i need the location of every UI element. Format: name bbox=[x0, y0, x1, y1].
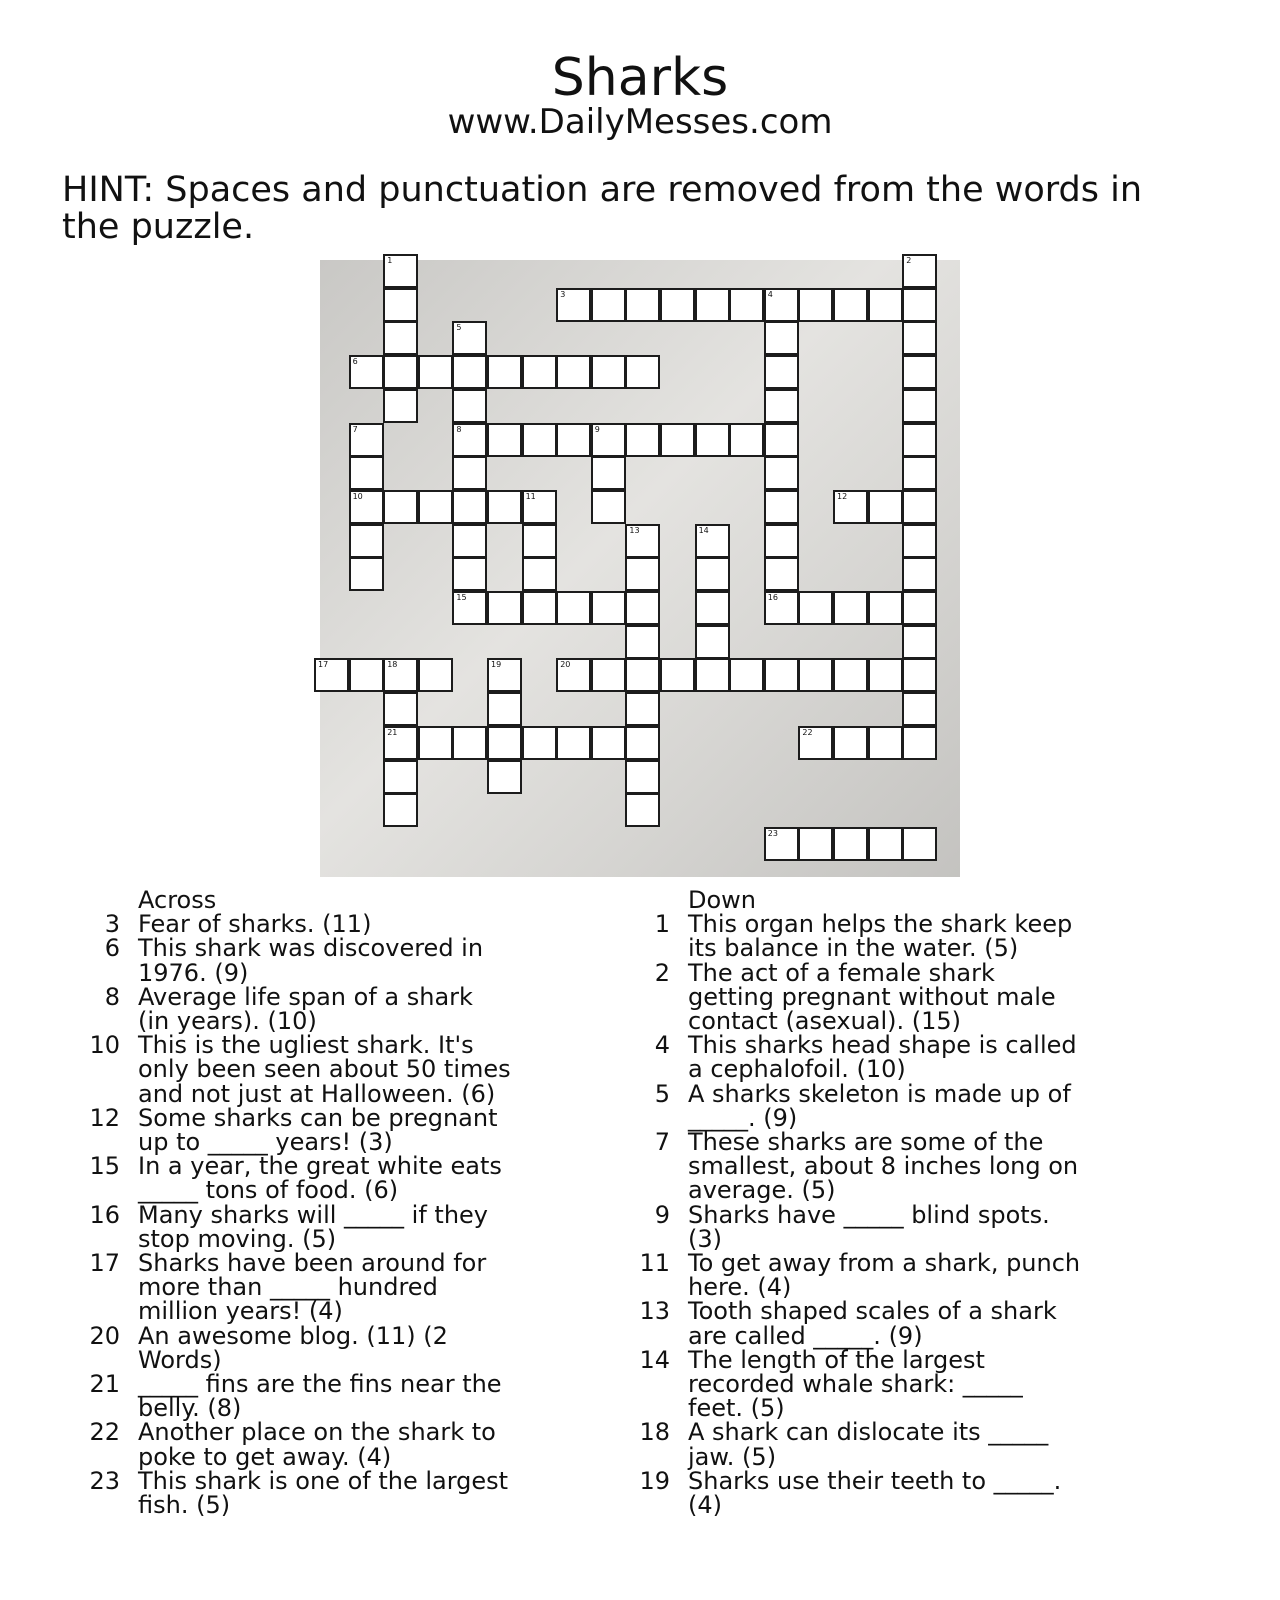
grid-cell[interactable] bbox=[418, 490, 453, 524]
grid-cell[interactable] bbox=[902, 254, 937, 288]
grid-cell[interactable] bbox=[487, 423, 522, 457]
clue-text: An awesome blog. (11) (2 Words) bbox=[138, 1321, 448, 1374]
grid-cell[interactable] bbox=[764, 557, 799, 591]
grid-cell[interactable] bbox=[695, 288, 730, 322]
cell-number: 12 bbox=[837, 491, 848, 501]
clue-number: 9 bbox=[654, 1200, 670, 1229]
grid-cell[interactable] bbox=[383, 692, 418, 726]
clue-number: 11 bbox=[639, 1249, 670, 1278]
grid-cell[interactable] bbox=[556, 288, 591, 322]
grid-cell[interactable] bbox=[798, 827, 833, 861]
cell-number: 17 bbox=[318, 660, 329, 670]
grid-cell[interactable] bbox=[902, 490, 937, 524]
grid-cell[interactable] bbox=[695, 524, 730, 558]
clue-number: 10 bbox=[89, 1031, 120, 1060]
grid-cell[interactable] bbox=[556, 355, 591, 389]
down-clue bbox=[630, 1345, 1110, 1423]
clue-number: 18 bbox=[639, 1418, 670, 1447]
grid-cell[interactable] bbox=[902, 355, 937, 389]
grid-cell[interactable] bbox=[591, 591, 626, 625]
grid-cell[interactable] bbox=[798, 591, 833, 625]
grid-cell[interactable] bbox=[833, 827, 868, 861]
cell-number: 20 bbox=[560, 660, 571, 670]
clue-number: 5 bbox=[654, 1079, 670, 1108]
grid-cell[interactable] bbox=[452, 423, 487, 457]
grid-cell[interactable] bbox=[625, 760, 660, 794]
grid-cell[interactable] bbox=[556, 726, 591, 760]
grid-cell[interactable] bbox=[729, 288, 764, 322]
cell-number: 18 bbox=[387, 660, 398, 670]
grid-cell[interactable] bbox=[383, 793, 418, 827]
across-clue bbox=[80, 1033, 560, 1106]
across-clues bbox=[80, 886, 560, 1520]
grid-cell[interactable] bbox=[556, 591, 591, 625]
grid-cell[interactable] bbox=[625, 524, 660, 558]
grid-cell[interactable] bbox=[798, 288, 833, 322]
grid-cell[interactable] bbox=[764, 389, 799, 423]
grid-cell[interactable] bbox=[798, 726, 833, 760]
grid-cell[interactable] bbox=[902, 321, 937, 355]
grid-cell[interactable] bbox=[487, 692, 522, 726]
grid-cell[interactable] bbox=[625, 591, 660, 625]
clue-text: A sharks skeleton is made up of _____. (9) bbox=[688, 1079, 1071, 1132]
grid-cell[interactable] bbox=[522, 726, 557, 760]
grid-cell[interactable] bbox=[729, 423, 764, 457]
grid-cell[interactable] bbox=[660, 423, 695, 457]
grid-cell[interactable] bbox=[902, 625, 937, 659]
grid-cell[interactable] bbox=[591, 490, 626, 524]
down-clue bbox=[630, 1031, 1110, 1084]
clue-number: 3 bbox=[104, 910, 120, 939]
grid-cell[interactable] bbox=[695, 591, 730, 625]
grid-cell[interactable] bbox=[349, 456, 384, 490]
grid-cell[interactable] bbox=[591, 355, 626, 389]
clue-text: To get away from a shark, punch here. (4) bbox=[688, 1249, 1081, 1302]
clue-text: These sharks are some of the smallest, about 8 inches long on average. (5) bbox=[688, 1128, 1079, 1205]
cell-number: 16 bbox=[767, 593, 778, 602]
grid-cell[interactable] bbox=[452, 355, 487, 389]
grid-cell[interactable] bbox=[556, 423, 591, 457]
clue-number: 20 bbox=[89, 1321, 120, 1350]
grid-cell[interactable] bbox=[764, 321, 799, 355]
grid-cell[interactable] bbox=[625, 726, 660, 760]
grid-cell[interactable] bbox=[383, 726, 418, 760]
down-clue bbox=[630, 1249, 1110, 1302]
grid-cell[interactable] bbox=[625, 625, 660, 659]
clue-text: This organ helps the shark keep its balance in the water. (5) bbox=[688, 910, 1073, 963]
across-clue bbox=[80, 1321, 560, 1374]
cell-number: 15 bbox=[456, 593, 467, 602]
cell-number: 3 bbox=[560, 289, 566, 299]
grid-cell[interactable] bbox=[522, 557, 557, 591]
grid-cell[interactable] bbox=[452, 726, 487, 760]
grid-cell[interactable] bbox=[868, 658, 903, 692]
clue-text: Average life span of a shark (in years). (10) bbox=[138, 982, 473, 1036]
grid-cell[interactable] bbox=[660, 658, 695, 692]
down-clue bbox=[630, 1130, 1110, 1203]
clue-number: 15 bbox=[89, 1152, 120, 1181]
grid-cell[interactable] bbox=[383, 490, 418, 524]
across-clue bbox=[80, 910, 560, 939]
clue-text: Sharks have been around for more than _____ hundred million years! (4) bbox=[138, 1249, 487, 1326]
grid-cell[interactable] bbox=[349, 490, 384, 524]
grid-cell[interactable] bbox=[902, 524, 937, 558]
grid-cell[interactable] bbox=[314, 658, 349, 692]
clue-number: 19 bbox=[639, 1466, 670, 1495]
clue-text: A shark can dislocate its _____ jaw. (5) bbox=[688, 1418, 1049, 1471]
grid-cell[interactable] bbox=[695, 423, 730, 457]
clue-text: Another place on the shark to poke to get away. (4) bbox=[138, 1418, 496, 1471]
grid-cell[interactable] bbox=[868, 288, 903, 322]
cell-number: 6 bbox=[352, 357, 358, 367]
across-clue bbox=[80, 1103, 560, 1157]
clue-number: 8 bbox=[104, 982, 120, 1011]
grid-cell[interactable] bbox=[349, 658, 384, 692]
grid-cell[interactable] bbox=[764, 591, 799, 625]
grid-cell[interactable] bbox=[625, 355, 660, 389]
grid-cell[interactable] bbox=[902, 726, 937, 760]
grid-cell[interactable] bbox=[764, 456, 799, 490]
down-clue bbox=[630, 1466, 1110, 1520]
clue-text: Fear of sharks. (11) bbox=[138, 910, 372, 939]
cell-number: 23 bbox=[767, 828, 778, 838]
puzzle-title: Sharks bbox=[551, 48, 729, 108]
grid-cell[interactable] bbox=[902, 456, 937, 490]
down-clue bbox=[630, 1297, 1110, 1350]
grid-cell[interactable] bbox=[764, 490, 799, 524]
grid-cell[interactable] bbox=[902, 389, 937, 423]
grid-cell[interactable] bbox=[625, 557, 660, 591]
crossword-grid bbox=[318, 256, 960, 877]
grid-cell[interactable] bbox=[764, 355, 799, 389]
across-clue bbox=[80, 1466, 560, 1520]
grid-cell[interactable] bbox=[695, 658, 730, 692]
grid-cell[interactable] bbox=[487, 760, 522, 794]
cell-number: 22 bbox=[802, 727, 813, 737]
grid-cell[interactable] bbox=[591, 288, 626, 322]
grid-cell[interactable] bbox=[418, 726, 453, 760]
clue-number: 1 bbox=[654, 910, 670, 939]
grid-cell[interactable] bbox=[418, 658, 453, 692]
grid-cell[interactable] bbox=[591, 456, 626, 490]
grid-cell[interactable] bbox=[522, 423, 557, 457]
grid-cell[interactable] bbox=[452, 490, 487, 524]
grid-cell[interactable] bbox=[764, 658, 799, 692]
down-clue bbox=[630, 958, 1110, 1036]
clue-text: This sharks head shape is called a cephalofoil. (10) bbox=[688, 1031, 1077, 1084]
grid-cell[interactable] bbox=[383, 389, 418, 423]
grid-cell[interactable] bbox=[764, 827, 799, 861]
clue-number: 23 bbox=[89, 1466, 120, 1495]
cell-number: 1 bbox=[387, 256, 393, 265]
grid-cell[interactable] bbox=[383, 254, 418, 288]
clue-text: The length of the largest recorded whale shark: _____ feet. (5) bbox=[688, 1345, 1023, 1423]
cell-number: 5 bbox=[456, 323, 462, 333]
grid-cell[interactable] bbox=[625, 423, 660, 457]
clue-number: 16 bbox=[89, 1200, 120, 1229]
grid-cell[interactable] bbox=[383, 760, 418, 794]
clue-number: 6 bbox=[104, 934, 120, 963]
across-heading: Across bbox=[138, 886, 217, 914]
clue-text: Tooth shaped scales of a shark are called _____. (9) bbox=[688, 1297, 1057, 1350]
grid-cell[interactable] bbox=[522, 591, 557, 625]
grid-cell[interactable] bbox=[487, 726, 522, 760]
cell-number: 10 bbox=[352, 491, 363, 501]
cell-number: 19 bbox=[491, 660, 502, 670]
grid-cell[interactable] bbox=[418, 355, 453, 389]
grid-cell[interactable] bbox=[868, 591, 903, 625]
clue-number: 22 bbox=[89, 1418, 120, 1447]
grid-cell[interactable] bbox=[798, 658, 833, 692]
clue-number: 4 bbox=[654, 1031, 670, 1060]
down-clue bbox=[630, 1200, 1110, 1253]
grid-cell[interactable] bbox=[383, 321, 418, 355]
grid-cell[interactable] bbox=[660, 288, 695, 322]
grid-cell[interactable] bbox=[868, 490, 903, 524]
grid-cell[interactable] bbox=[625, 793, 660, 827]
grid-cell[interactable] bbox=[383, 288, 418, 322]
clue-number: 12 bbox=[89, 1103, 120, 1132]
grid-cell[interactable] bbox=[868, 827, 903, 861]
grid-cell[interactable] bbox=[833, 288, 868, 322]
cell-number: 7 bbox=[352, 424, 358, 434]
grid-cell[interactable] bbox=[487, 490, 522, 524]
across-clue bbox=[80, 934, 560, 987]
grid-cell[interactable] bbox=[902, 827, 937, 861]
clue-text: Sharks have _____ blind spots. (3) bbox=[688, 1200, 1050, 1253]
grid-cell[interactable] bbox=[487, 658, 522, 692]
grid-cell[interactable] bbox=[902, 557, 937, 591]
grid-cell[interactable] bbox=[556, 658, 591, 692]
down-clues bbox=[630, 886, 1110, 1520]
clue-number: 2 bbox=[654, 958, 670, 987]
clue-text: Sharks use their teeth to _____. (4) bbox=[688, 1466, 1062, 1520]
grid-cell[interactable] bbox=[522, 490, 557, 524]
down-heading: Down bbox=[688, 886, 757, 914]
clue-text: The act of a female shark getting pregnant without male contact (asexual). (15) bbox=[688, 958, 1056, 1036]
grid-cell[interactable] bbox=[764, 423, 799, 457]
grid-cell[interactable] bbox=[625, 692, 660, 726]
grid-cell[interactable] bbox=[349, 355, 384, 389]
grid-cell[interactable] bbox=[349, 423, 384, 457]
clue-number: 7 bbox=[654, 1128, 670, 1157]
down-clue bbox=[630, 1079, 1110, 1132]
down-clue bbox=[630, 1418, 1110, 1471]
cell-number: 11 bbox=[525, 491, 536, 501]
grid-cell[interactable] bbox=[383, 658, 418, 692]
grid-cell[interactable] bbox=[452, 389, 487, 423]
across-clue bbox=[80, 1200, 560, 1253]
grid-cell[interactable] bbox=[452, 524, 487, 558]
grid-cell[interactable] bbox=[902, 288, 937, 322]
grid-cell[interactable] bbox=[868, 726, 903, 760]
clue-number: 17 bbox=[89, 1249, 120, 1278]
cell-number: 9 bbox=[594, 424, 600, 434]
grid-cell[interactable] bbox=[452, 591, 487, 625]
clue-text: This shark was discovered in 1976. (9) bbox=[138, 934, 484, 987]
cell-number: 13 bbox=[629, 525, 640, 535]
clue-text: Some sharks can be pregnant up to _____ years! (3) bbox=[138, 1103, 498, 1157]
across-clue bbox=[80, 1152, 560, 1205]
cell-number: 21 bbox=[387, 727, 398, 737]
grid-cell[interactable] bbox=[452, 321, 487, 355]
grid-cell[interactable] bbox=[452, 456, 487, 490]
clue-number: 13 bbox=[639, 1297, 670, 1326]
cell-number: 4 bbox=[767, 289, 773, 299]
grid-cell[interactable] bbox=[695, 625, 730, 659]
grid-cell[interactable] bbox=[902, 692, 937, 726]
cell-number: 2 bbox=[906, 256, 912, 265]
clue-text: _____ fins are the fins near the belly. (8) bbox=[138, 1370, 502, 1423]
grid-cell[interactable] bbox=[729, 658, 764, 692]
clue-text: In a year, the great white eats _____ tons of food. (6) bbox=[138, 1152, 502, 1205]
grid-cell[interactable] bbox=[487, 591, 522, 625]
grid-cell[interactable] bbox=[487, 355, 522, 389]
site-url: www.DailyMesses.com bbox=[447, 102, 833, 142]
hint-text: HINT: Spaces and punctuation are removed from the words in the puzzle. bbox=[62, 170, 1143, 247]
clue-text: This shark is one of the largest fish. (5) bbox=[138, 1466, 509, 1520]
grid-cell[interactable] bbox=[833, 726, 868, 760]
down-clue bbox=[630, 910, 1110, 963]
grid-cell[interactable] bbox=[522, 355, 557, 389]
grid-cell[interactable] bbox=[833, 591, 868, 625]
cell-number: 8 bbox=[456, 424, 462, 434]
across-clue bbox=[80, 1251, 560, 1324]
clue-text: Many sharks will _____ if they stop moving. (5) bbox=[138, 1200, 489, 1253]
clue-text: This is the ugliest shark. It's only been seen about 50 times and not just at Halloween. (6) bbox=[138, 1031, 511, 1108]
grid-cell[interactable] bbox=[383, 355, 418, 389]
grid-cell[interactable] bbox=[349, 524, 384, 558]
grid-cell[interactable] bbox=[764, 524, 799, 558]
grid-cell[interactable] bbox=[591, 726, 626, 760]
grid-cell[interactable] bbox=[902, 423, 937, 457]
grid-cell[interactable] bbox=[591, 423, 626, 457]
across-clue bbox=[80, 982, 560, 1036]
grid-cell[interactable] bbox=[625, 658, 660, 692]
grid-cell[interactable] bbox=[625, 288, 660, 322]
grid-cell[interactable] bbox=[522, 524, 557, 558]
grid-cell[interactable] bbox=[902, 591, 937, 625]
clue-number: 14 bbox=[639, 1345, 670, 1374]
across-clue bbox=[80, 1370, 560, 1423]
cell-number: 14 bbox=[698, 525, 709, 535]
grid-cell[interactable] bbox=[452, 557, 487, 591]
grid-cell[interactable] bbox=[349, 557, 384, 591]
grid-cell[interactable] bbox=[833, 658, 868, 692]
grid-cell[interactable] bbox=[902, 658, 937, 692]
grid-cell[interactable] bbox=[591, 658, 626, 692]
grid-cell[interactable] bbox=[764, 288, 799, 322]
grid-cell[interactable] bbox=[833, 490, 868, 524]
across-clue bbox=[80, 1418, 560, 1471]
clue-number: 21 bbox=[89, 1370, 120, 1399]
grid-cell[interactable] bbox=[695, 557, 730, 591]
